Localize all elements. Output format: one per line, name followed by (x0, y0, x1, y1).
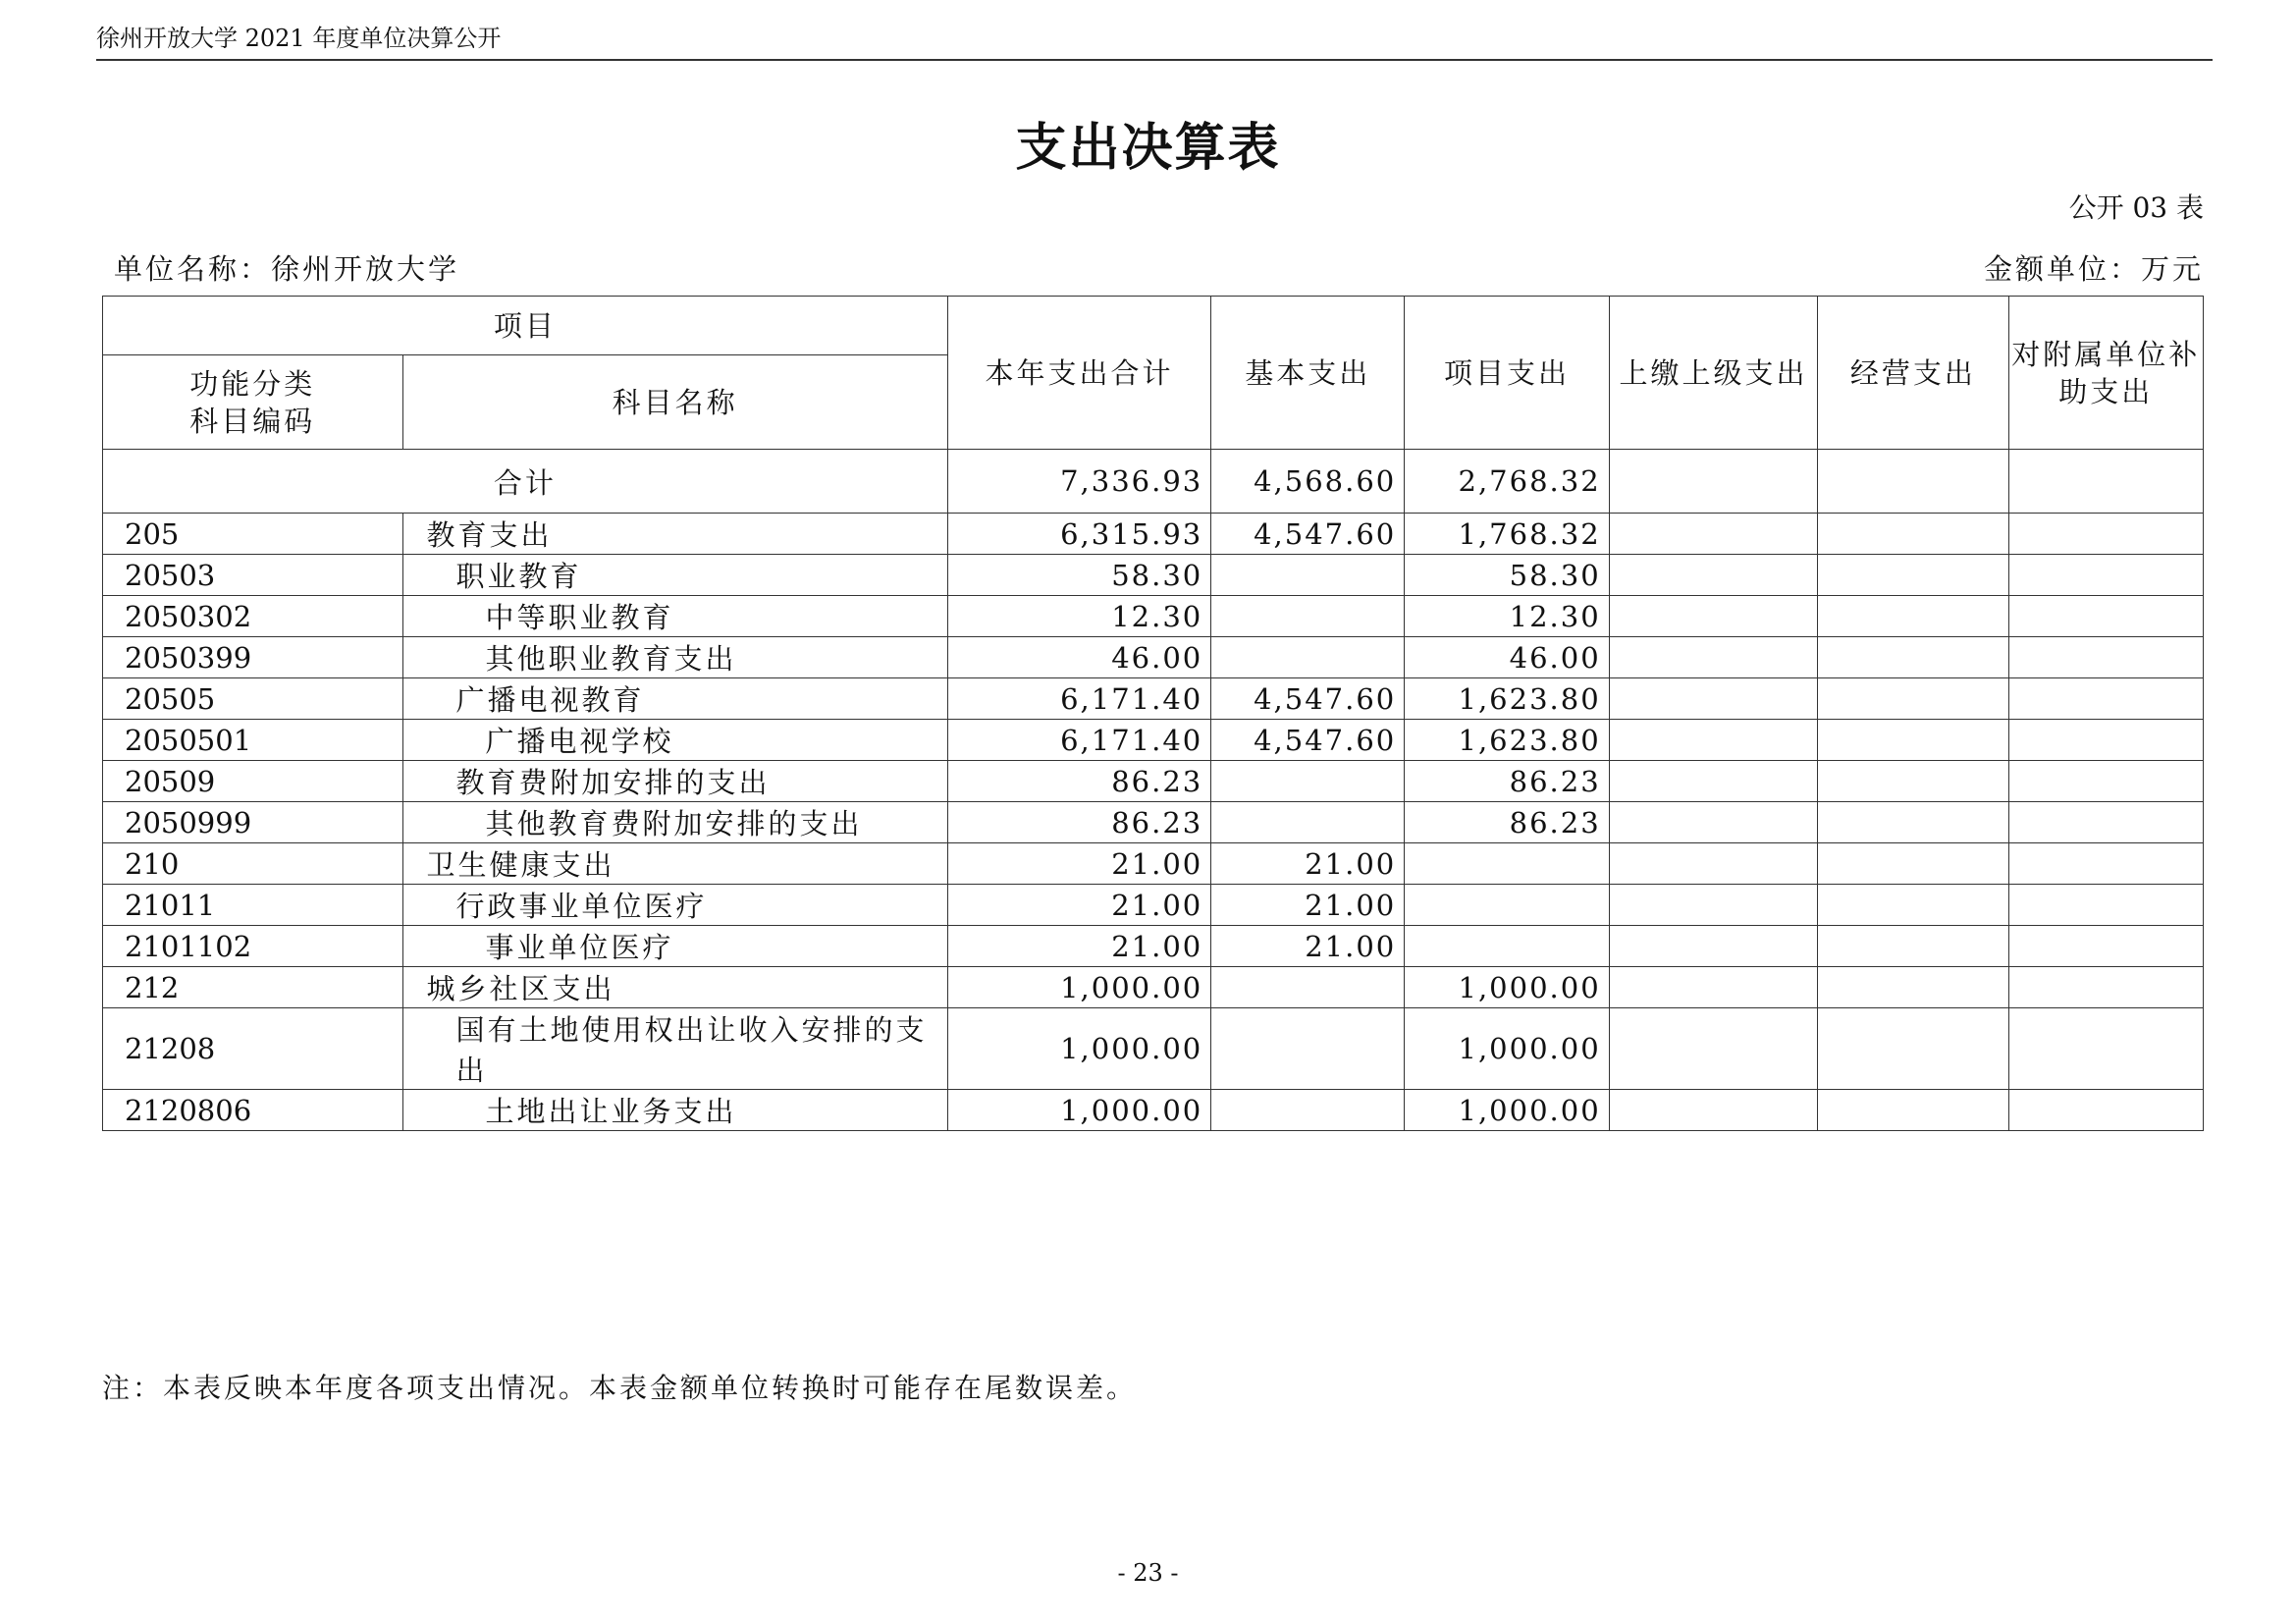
subsidy-cell (2008, 637, 2204, 678)
basic-cell (1211, 1008, 1405, 1090)
subsidy-cell (2008, 1090, 2204, 1131)
total-cell: 86.23 (947, 802, 1210, 843)
basic-cell (1211, 596, 1405, 637)
table-row (103, 926, 2204, 967)
total-cell: 1,000.00 (947, 1008, 1210, 1090)
subsidy-cell (2008, 926, 2204, 967)
header-code-line1: 功能分类 (189, 366, 316, 401)
basic-cell: 4,547.60 (1211, 720, 1405, 761)
upper-cell (1609, 1090, 1818, 1131)
total-cell: 12.30 (947, 596, 1210, 637)
name-cell: 职业教育 (402, 555, 947, 596)
table-number: 公开 03 表 (2068, 191, 2204, 224)
business-cell (1818, 761, 2008, 802)
header-text: 徐州开放大学 2021 年度单位决算公开 (96, 25, 502, 52)
name-cell: 城乡社区支出 (402, 967, 947, 1008)
total-cell: 1,000.00 (947, 1090, 1210, 1131)
page-number: - 23 - (1117, 1559, 1179, 1587)
business-cell (1818, 514, 2008, 555)
basic-cell: 21.00 (1211, 843, 1405, 885)
basic-cell (1211, 802, 1405, 843)
table-row (103, 1008, 2204, 1090)
business-cell (1818, 678, 2008, 720)
total-label: 合计 (103, 450, 948, 514)
basic-cell: 21.00 (1211, 926, 1405, 967)
name-cell: 事业单位医疗 (402, 926, 947, 967)
table-row (103, 1090, 2204, 1131)
subsidy-cell (2008, 1008, 2204, 1090)
project-cell: 1,623.80 (1405, 720, 1609, 761)
subsidy-cell (2008, 596, 2204, 637)
project-cell: 1,000.00 (1405, 1090, 1609, 1131)
name-cell: 国有土地使用权出让收入安排的支出 (402, 1008, 947, 1090)
basic-cell: 4,568.60 (1211, 450, 1405, 514)
total-cell: 6,171.40 (947, 720, 1210, 761)
upper-cell (1609, 555, 1818, 596)
subsidy-cell (2008, 802, 2204, 843)
basic-cell: 21.00 (1211, 885, 1405, 926)
header-total: 本年支出合计 (947, 297, 1210, 450)
business-cell (1818, 555, 2008, 596)
subsidy-cell (2008, 450, 2204, 514)
total-cell: 21.00 (947, 926, 1210, 967)
basic-cell (1211, 637, 1405, 678)
code-cell: 21011 (103, 885, 403, 926)
table-row (103, 514, 2204, 555)
project-cell (1405, 926, 1609, 967)
subsidy-cell (2008, 555, 2204, 596)
total-cell: 6,171.40 (947, 678, 1210, 720)
table-note: 注：本表反映本年度各项支出情况。本表金额单位转换时可能存在尾数误差。 (102, 1372, 1138, 1404)
upper-cell (1609, 926, 1818, 967)
business-cell (1818, 596, 2008, 637)
header-basic: 基本支出 (1211, 297, 1405, 450)
table-row (103, 885, 2204, 926)
upper-cell (1609, 596, 1818, 637)
name-cell: 中等职业教育 (402, 596, 947, 637)
table-row (103, 678, 2204, 720)
subsidy-cell (2008, 885, 2204, 926)
basic-cell (1211, 761, 1405, 802)
basic-cell (1211, 1090, 1405, 1131)
project-cell: 2,768.32 (1405, 450, 1609, 514)
total-cell: 21.00 (947, 885, 1210, 926)
project-cell: 1,623.80 (1405, 678, 1609, 720)
code-cell: 2120806 (103, 1090, 403, 1131)
header-code (103, 355, 403, 450)
table-row (103, 637, 2204, 678)
project-cell (1405, 843, 1609, 885)
header-upper: 上缴上级支出 (1609, 297, 1818, 450)
unit-name: 单位名称：徐州开放大学 (114, 252, 460, 286)
basic-cell (1211, 967, 1405, 1008)
code-cell: 20509 (103, 761, 403, 802)
project-cell (1405, 885, 1609, 926)
total-cell: 7,336.93 (947, 450, 1210, 514)
business-cell (1818, 885, 2008, 926)
header-subsidy-line1: 对附属单位补 (2011, 337, 2201, 371)
subsidy-cell (2008, 761, 2204, 802)
basic-cell: 4,547.60 (1211, 678, 1405, 720)
project-cell: 86.23 (1405, 761, 1609, 802)
upper-cell (1609, 802, 1818, 843)
project-cell: 58.30 (1405, 555, 1609, 596)
header-name: 科目名称 (402, 355, 947, 450)
name-cell: 教育支出 (402, 514, 947, 555)
header-project: 项目支出 (1405, 297, 1609, 450)
subsidy-cell (2008, 678, 2204, 720)
table-row (103, 720, 2204, 761)
upper-cell (1609, 761, 1818, 802)
header-business: 经营支出 (1818, 297, 2008, 450)
name-cell: 教育费附加安排的支出 (402, 761, 947, 802)
business-cell (1818, 967, 2008, 1008)
code-cell: 2050501 (103, 720, 403, 761)
table-row (103, 967, 2204, 1008)
subsidy-cell (2008, 967, 2204, 1008)
total-cell: 58.30 (947, 555, 1210, 596)
business-cell (1818, 720, 2008, 761)
name-cell: 其他教育费附加安排的支出 (402, 802, 947, 843)
header-subsidy (2008, 297, 2204, 450)
upper-cell (1609, 967, 1818, 1008)
basic-cell (1211, 555, 1405, 596)
name-cell: 广播电视教育 (402, 678, 947, 720)
table-row (103, 843, 2204, 885)
name-cell: 土地出让业务支出 (402, 1090, 947, 1131)
page-title: 支出决算表 (1015, 118, 1281, 178)
total-cell: 1,000.00 (947, 967, 1210, 1008)
subsidy-cell (2008, 720, 2204, 761)
code-cell: 2050399 (103, 637, 403, 678)
total-cell: 6,315.93 (947, 514, 1210, 555)
business-cell (1818, 926, 2008, 967)
code-cell: 205 (103, 514, 403, 555)
table-row (103, 802, 2204, 843)
total-row (103, 450, 2204, 514)
document-header (96, 22, 2213, 61)
project-cell: 1,768.32 (1405, 514, 1609, 555)
business-cell (1818, 637, 2008, 678)
project-cell: 86.23 (1405, 802, 1609, 843)
table-row (103, 596, 2204, 637)
upper-cell (1609, 637, 1818, 678)
project-cell: 1,000.00 (1405, 1008, 1609, 1090)
business-cell (1818, 1090, 2008, 1131)
amount-unit: 金额单位：万元 (1983, 252, 2204, 286)
subsidy-cell (2008, 514, 2204, 555)
code-cell: 212 (103, 967, 403, 1008)
basic-cell: 4,547.60 (1211, 514, 1405, 555)
expenditure-table (102, 296, 2204, 1131)
name-cell: 行政事业单位医疗 (402, 885, 947, 926)
upper-cell (1609, 885, 1818, 926)
code-cell: 2050999 (103, 802, 403, 843)
table-row (103, 761, 2204, 802)
subsidy-cell (2008, 843, 2204, 885)
code-cell: 20503 (103, 555, 403, 596)
name-cell: 其他职业教育支出 (402, 637, 947, 678)
code-cell: 21208 (103, 1008, 403, 1090)
code-cell: 20505 (103, 678, 403, 720)
upper-cell (1609, 720, 1818, 761)
business-cell (1818, 843, 2008, 885)
code-cell: 210 (103, 843, 403, 885)
business-cell (1818, 1008, 2008, 1090)
business-cell (1818, 802, 2008, 843)
header-subsidy-line2: 助支出 (2058, 374, 2154, 408)
code-cell: 2050302 (103, 596, 403, 637)
total-cell: 86.23 (947, 761, 1210, 802)
code-cell: 2101102 (103, 926, 403, 967)
upper-cell (1609, 843, 1818, 885)
name-cell: 广播电视学校 (402, 720, 947, 761)
upper-cell (1609, 514, 1818, 555)
header-item: 项目 (103, 297, 948, 355)
project-cell: 46.00 (1405, 637, 1609, 678)
business-cell (1818, 450, 2008, 514)
project-cell: 12.30 (1405, 596, 1609, 637)
table-row (103, 555, 2204, 596)
upper-cell (1609, 1008, 1818, 1090)
total-cell: 46.00 (947, 637, 1210, 678)
name-cell: 卫生健康支出 (402, 843, 947, 885)
project-cell: 1,000.00 (1405, 967, 1609, 1008)
upper-cell (1609, 678, 1818, 720)
total-cell: 21.00 (947, 843, 1210, 885)
header-code-line2: 科目编码 (189, 404, 316, 438)
upper-cell (1609, 450, 1818, 514)
